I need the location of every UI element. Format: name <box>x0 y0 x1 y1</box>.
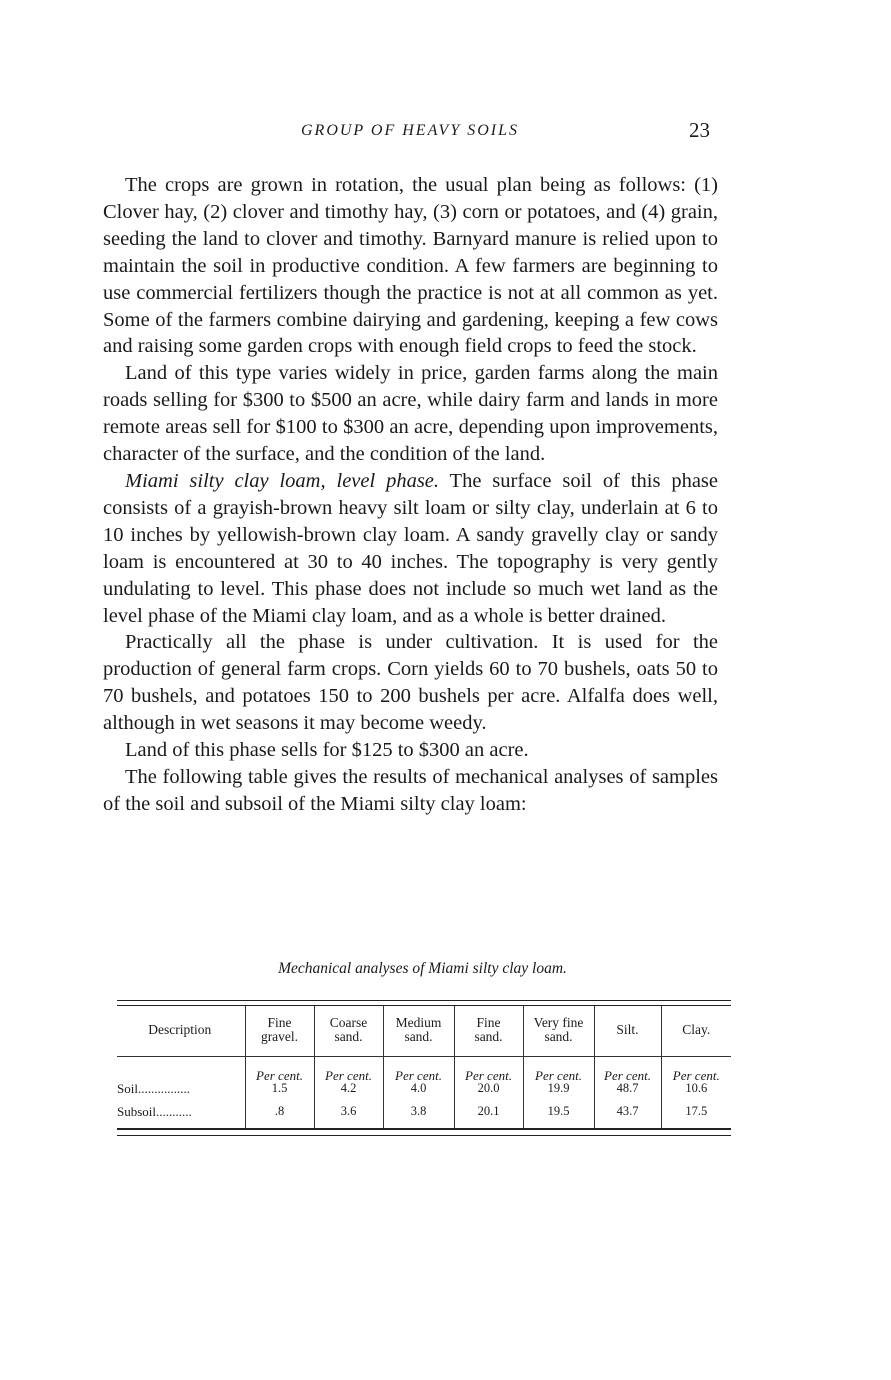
cell-subsoil-medium-sand: 3.8 <box>383 1101 454 1128</box>
cell-soil-medium-sand <box>383 1069 454 1101</box>
unit-label: Per cent. <box>325 1068 372 1083</box>
value: 19.9 <box>547 1081 570 1095</box>
analysis-table <box>117 1006 731 1128</box>
value: 4.0 <box>410 1081 427 1095</box>
cell-subsoil-fine-sand: 20.1 <box>454 1101 523 1128</box>
unit-label: Per cent. <box>465 1068 512 1083</box>
col-header-silt: Silt. <box>594 1006 661 1057</box>
page-number: 23 <box>689 118 710 142</box>
col-header-fine-sand-line2: sand. <box>474 1029 503 1044</box>
col-header-coarse-sand-line1: Coarse <box>329 1015 368 1030</box>
paragraph-table-intro: The following table gives the results of mechanical analyses of samples of the soil and subsoil of the Miami silty clay loam: <box>103 765 718 815</box>
section-lead-italic: Miami silty clay loam, level phase. <box>125 469 440 492</box>
paragraph-phase-price: Land of this phase sells for $125 to $300 an acre. <box>125 739 529 762</box>
col-header-very-fine-sand-line1: Very fine <box>533 1015 584 1030</box>
running-title: GROUP OF HEAVY SOILS <box>300 122 519 139</box>
cell-soil-fine-sand <box>454 1069 523 1101</box>
cell-soil-fine-gravel <box>245 1069 314 1101</box>
unit-label: Per cent. <box>535 1068 582 1083</box>
col-header-fine-gravel <box>245 1006 314 1057</box>
unit-label: Per cent. <box>672 1068 720 1083</box>
mechanical-analysis-table <box>117 1000 731 1136</box>
paragraph-level-phase <box>103 468 718 629</box>
table-row-subsoil <box>117 1101 731 1128</box>
cell-soil-clay <box>661 1069 731 1101</box>
table-caption: Mechanical analyses of Miami silty clay loam. <box>278 960 567 977</box>
col-header-description: Description <box>117 1006 245 1057</box>
table-header-row <box>117 1006 731 1057</box>
unit-label: Per cent. <box>256 1068 303 1083</box>
col-header-clay: Clay. <box>661 1006 731 1057</box>
unit-label: Per cent. <box>395 1068 442 1083</box>
col-header-fine-gravel-line1: Fine <box>267 1015 292 1030</box>
paragraph-land-price: Land of this type varies widely in price, garden farms along the main roads selling for $300 to $500 an acre, while dairy farm and lands in more remote areas sell for $100 to $300 an acre, depending upon improvements, character of the surface, and the condition of the land. <box>103 362 718 466</box>
value: 20.0 <box>477 1081 500 1095</box>
running-head <box>102 118 718 148</box>
col-header-fine-sand <box>454 1006 523 1057</box>
col-header-fine-sand-line1: Fine <box>476 1015 501 1030</box>
col-header-fine-gravel-line2: gravel. <box>260 1029 299 1044</box>
cell-subsoil-silt: 43.7 <box>594 1101 661 1128</box>
value: 4.2 <box>340 1081 357 1095</box>
col-header-medium-sand-line1: Medium <box>395 1015 442 1030</box>
table-row-soil <box>117 1069 731 1101</box>
cell-soil-very-fine-sand <box>523 1069 594 1101</box>
body-text <box>103 172 718 818</box>
value: 10.6 <box>685 1081 708 1095</box>
cell-subsoil-very-fine-sand: 19.5 <box>523 1101 594 1128</box>
paragraph-cultivation: Practically all the phase is under cultivation. It is used for the production of general farm crops. Corn yields 60 to 70 bushels, oats 50 to 70 bushels, and potatoes 150 to 200 bushels per acre. Alfalfa does well, although in wet seasons it may become weedy. <box>103 631 718 735</box>
cell-subsoil-coarse-sand: 3.6 <box>314 1101 383 1128</box>
cell-soil-silt <box>594 1069 661 1101</box>
col-header-medium-sand <box>383 1006 454 1057</box>
row-label-soil: Soil................ <box>117 1081 190 1096</box>
cell-subsoil-fine-gravel: .8 <box>245 1101 314 1128</box>
col-header-coarse-sand <box>314 1006 383 1057</box>
value: 1.5 <box>271 1081 288 1095</box>
cell-soil-coarse-sand <box>314 1069 383 1101</box>
paragraph-level-phase-text: The surface soil of this phase consists of a grayish-brown heavy silt loam or silty clay, underlain at 6 to 10 inches by yellowish-brown clay loam. A sandy gravelly clay or sandy loam is encountered at 30 to 40 inches. The topography is very gently undulating to level. This phase does not include so much wet land as the level phase of the Miami clay loam, and as a whole is better drained. <box>103 469 719 627</box>
unit-label: Per cent. <box>604 1068 651 1083</box>
value: 48.7 <box>616 1081 639 1095</box>
cell-subsoil-clay: 17.5 <box>661 1101 731 1128</box>
row-label-subsoil: Subsoil........... <box>117 1104 192 1119</box>
col-header-very-fine-sand <box>523 1006 594 1057</box>
paragraph-crop-rotation: The crops are grown in rotation, the usual plan being as follows: (1) Clover hay, (2) clover and timothy hay, (3) corn or potatoes, and (4) grain, seeding the land to clover and timothy. Barnyard manure is relied upon to maintain the soil in productive condition. A few farmers are beginning to use commercial fertilizers though the practice is not at all common as yet. Some of the farmers combine dairying and gardening, keeping a few cows and raising some garden crops with enough field crops to feed the stock. <box>103 174 718 358</box>
table-bottom-rule <box>117 1128 731 1136</box>
col-header-coarse-sand-line2: sand. <box>334 1029 363 1044</box>
col-header-medium-sand-line2: sand. <box>404 1029 433 1044</box>
col-header-very-fine-sand-line2: sand. <box>544 1029 573 1044</box>
